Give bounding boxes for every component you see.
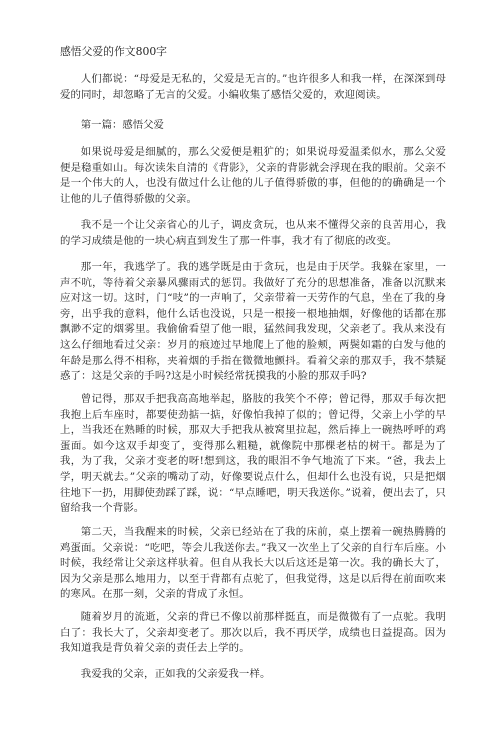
body-paragraph-5: 第二天，当我醒来的时候，父亲已经站在了我的床前，桌上摆着一碗热腾腾的鸡蛋面。父亲说：“吃吧，等会儿我送你去。”我又一次坐上了父亲的自行车后座。小时候，我经常让父亲这样驮着。但自从我长大以后这还是第一次。我的确长大了，因为父亲是那么地用力，以至于背都有点驼了，但我觉得，这是以后得在前面吹来的寒风。在那一刻，父亲的背成了永恒。: [60, 526, 446, 601]
document-title: 感悟父爱的作文800字: [60, 45, 167, 58]
closing-paragraph: 我爱我的父亲，正如我的父亲爱我一样。: [80, 668, 271, 680]
body-paragraph-6: 随着岁月的流逝，父亲的背已不像以前那样挺直，而是微微有了一点驼。我明白了：我长大了，父亲却变老了。那次以后，我不再厌学，成绩也日益提高。因为我知道我是背负着父亲的责任去上学的。: [60, 611, 446, 655]
body-paragraph-2: 我不是一个让父亲省心的儿子，调皮贪玩，也从来不懂得父亲的良苦用心，我的学习成绩是他的一块心病直到发生了那一件事，我才有了彻底的改变。: [60, 219, 446, 247]
body-paragraph-4: 曾记得，那双手把我高高地举起，胳肢的我笑个不停；曾记得，那双手每次把我抱上后车座时，都要使劲掂一掂，好像怕我掉了似的；曾记得，父亲上小学的早上，当我还在熟睡的时候，那双大手把我从被窝里拉起，然后捧上一碗热呼呼的鸡蛋面。如今这双手却变了，变得那么粗糙，就像院中那棵老枯的树干。都是为了我，为了我，父亲才变老的呀!想到这，我的眼泪不争气地流了下来。“爸，我去上学，明天就去。”父亲的嘴动了动，好像要说点什么，但却什么也没有说，只是把烟往地下一扔，用脚使劲踩了踩，说：“早点睡吧，明天我送你。”说着，便出去了，只留给我一个背影。: [60, 393, 446, 515]
section-heading: 第一篇：感悟父爱: [80, 119, 164, 131]
intro-paragraph: 人们都说：“母爱是无私的，父爱是无言的。”也许很多人和我一样，在深深到母爱的同时，却忽略了无言的父爱。小编收集了感悟父爱的，欢迎阅读。: [60, 73, 446, 101]
body-paragraph-3: 那一年，我逃学了。我的逃学既是由于贪玩，也是由于厌学。我躲在家里，一声不吭，等待着父亲暴风骤雨式的惩罚。我做好了充分的思想准备，准备以沉默来应对这一切。这时，门“吱”的一声响了，父亲带着一天劳作的气息，坐在了我的身旁，出乎我的意料，他什么话也没说，只是一根接一根地抽烟，好像他的话都在那飘渺不定的烟雾里。我偷偷看望了他一眼，猛然间我发现，父亲老了。我从来没有这么仔细地看过父亲：岁月的痕迹过早地爬上了他的脸颊，两鬓如霜的白发与他的年龄是那么得不相称，夹着烟的手指在微微地颤抖。看着父亲的那双手，我不禁疑惑了：这是父亲的手吗?这是小时候经常抚摸我的小脸的那双手吗?: [60, 261, 446, 383]
body-paragraph-1: 如果说母爱是细腻的，那么父爱便是粗犷的；如果说母爱温柔似水，那么父爱便是稳重如山。每次读朱自清的《背影》，父亲的背影就会浮现在我的眼前。父亲不是一个伟大的人，也没有做过什么让他的儿子值得骄傲的事，但他的的确确是一个让他的儿子值得骄傲的父亲。: [60, 146, 446, 205]
